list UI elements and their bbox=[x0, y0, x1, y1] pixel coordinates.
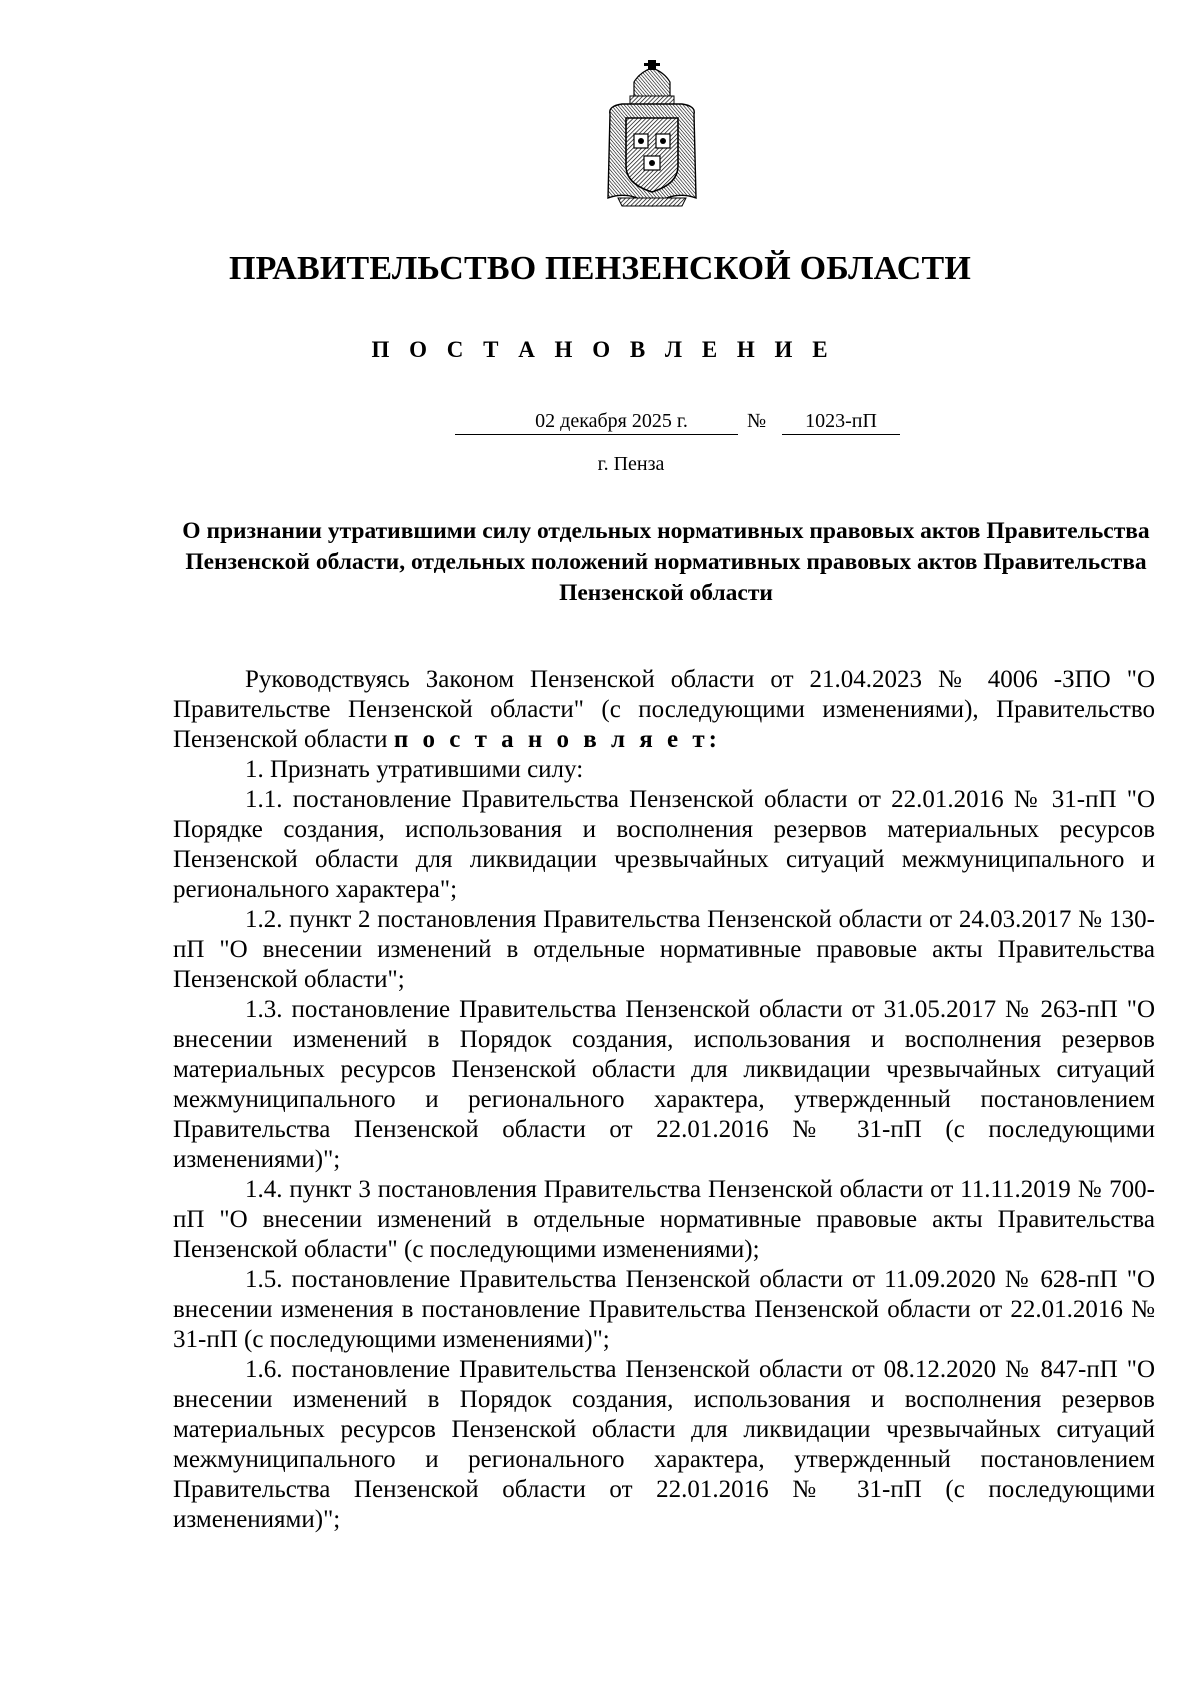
document-number: 1023-пП bbox=[782, 408, 900, 435]
document-body bbox=[173, 665, 1155, 1535]
preamble-action: п о с т а н о в л я е т: bbox=[393, 726, 722, 753]
item-1-6: 1.6. постановление Правительства Пензенской области от 08.12.2020 № 847-пП "О внесении изменений в Порядок создания, использования и восполнения резервов материальных ресурсов Пензенской области для ликвидации чрезвычайных ситуаций межмуниципального и регионального характера, утвержденный постановлением Правительства Пензенской области от 22.01.2016 № 31-пП (с последующими изменениями)"; bbox=[173, 1356, 1155, 1533]
coat-of-arms-emblem bbox=[604, 58, 700, 208]
government-title: ПРАВИТЕЛЬСТВО ПЕНЗЕНСКОЙ ОБЛАСТИ bbox=[228, 250, 971, 287]
preamble-paragraph bbox=[173, 665, 1155, 755]
item-1-3: 1.3. постановление Правительства Пензенской области от 31.05.2017 № 263-пП "О внесении изменений в Порядок создания, использования и восполнения резервов материальных ресурсов Пензенской области для ликвидации чрезвычайных ситуаций межмуниципального и регионального характера, утвержденный постановлением Правительства Пензенской области от 22.01.2016 № 31-пП (с последующими изменениями)"; bbox=[173, 996, 1155, 1173]
item-1-2: 1.2. пункт 2 постановления Правительства Пензенской области от 24.03.2017 № 130-пП "О внесении изменений в отдельные нормативные правовые акты Правительства Пензенской области"; bbox=[173, 906, 1155, 993]
item-1-5: 1.5. постановление Правительства Пензенской области от 11.09.2020 № 628-пП "О внесении изменения в постановление Правительства Пензенской области от 22.01.2016 № 31-пП (с последующими изменениями)"; bbox=[173, 1266, 1155, 1353]
item-1: 1. Признать утратившими силу: bbox=[245, 756, 584, 783]
item-1-1: 1.1. постановление Правительства Пензенской области от 22.01.2016 № 31-пП "О Порядке создания, использования и восполнения резервов материальных ресурсов Пензенской области для ликвидации чрезвычайных ситуаций межмуниципального и регионального характера"; bbox=[173, 786, 1155, 903]
document-subject: О признании утратившими силу отдельных нормативных правовых актов Правительства Пензенской области, отдельных положений нормативных правовых актов Правительства Пензенской области bbox=[182, 518, 1150, 606]
item-1-4: 1.4. пункт 3 постановления Правительства Пензенской области от 11.11.2019 № 700-пП "О внесении изменений в отдельные нормативные правовые акты Правительства Пензенской области" (с последующими изменениями); bbox=[173, 1176, 1155, 1263]
document-date: 02 декабря 2025 г. bbox=[455, 408, 738, 435]
preamble-text: Руководствуясь Законом Пензенской области от 21.04.2023 № 4006 -ЗПО "О Правительстве Пензенской области" (с последующими изменениями), Правительство Пензенской области bbox=[173, 666, 1155, 753]
city: г. Пенза bbox=[597, 453, 665, 475]
document-type: П О С Т А Н О В Л Е Н И Е bbox=[371, 337, 835, 362]
number-sign: № bbox=[747, 410, 767, 432]
